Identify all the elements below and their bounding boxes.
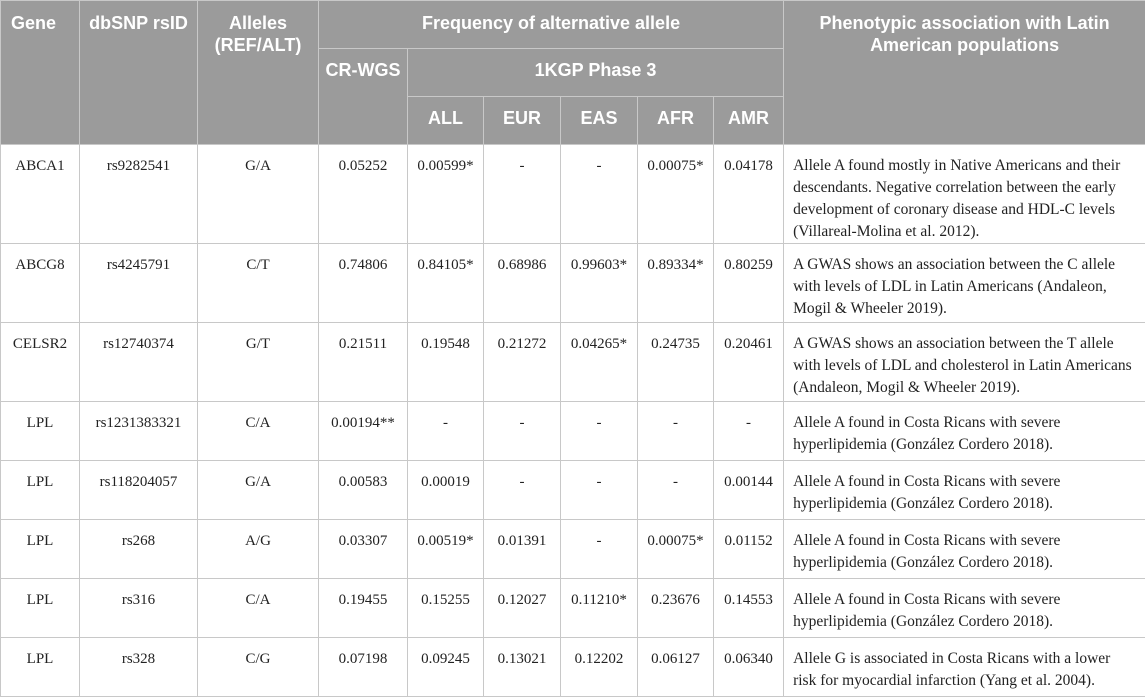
cell-rsid: rs1231383321 bbox=[80, 402, 198, 461]
cell-alleles: C/A bbox=[198, 402, 319, 461]
cell-rsid: rs268 bbox=[80, 520, 198, 579]
cell-all: 0.00519* bbox=[408, 520, 484, 579]
cell-alleles: G/A bbox=[198, 145, 319, 244]
cell-crwgs: 0.19455 bbox=[319, 579, 408, 638]
cell-phenotype: Allele A found mostly in Native Americans and their descendants. Negative correlation between the early development of coronary disease and HDL-C levels (Villareal-Molina et al. 2012). bbox=[784, 145, 1145, 244]
cell-phenotype: A GWAS shows an association between the C allele with levels of LDL in Latin Americans (Andaleon, Mogil & Wheeler 2019). bbox=[784, 244, 1145, 323]
cell-eas: - bbox=[561, 461, 638, 520]
cell-eas: 0.99603* bbox=[561, 244, 638, 323]
cell-crwgs: 0.07198 bbox=[319, 638, 408, 697]
cell-afr: - bbox=[638, 461, 714, 520]
cell-gene: ABCG8 bbox=[1, 244, 80, 323]
header-crwgs: CR-WGS bbox=[319, 49, 408, 145]
cell-eas: 0.12202 bbox=[561, 638, 638, 697]
table-row bbox=[1, 638, 1145, 697]
cell-alleles: C/T bbox=[198, 244, 319, 323]
cell-alleles: G/A bbox=[198, 461, 319, 520]
cell-all: 0.00019 bbox=[408, 461, 484, 520]
cell-phenotype: Allele A found in Costa Ricans with severe hyperlipidemia (González Cordero 2018). bbox=[784, 520, 1145, 579]
cell-eur: 0.13021 bbox=[484, 638, 561, 697]
cell-phenotype: Allele G is associated in Costa Ricans with a lower risk for myocardial infarction (Yang et al. 2004). bbox=[784, 638, 1145, 697]
cell-crwgs: 0.05252 bbox=[319, 145, 408, 244]
table-row bbox=[1, 145, 1145, 244]
cell-eur: - bbox=[484, 402, 561, 461]
cell-phenotype: A GWAS shows an association between the T allele with levels of LDL and cholesterol in Latin Americans (Andaleon, Mogil & Wheeler 2019). bbox=[784, 323, 1145, 402]
cell-gene: LPL bbox=[1, 520, 80, 579]
cell-eas: - bbox=[561, 145, 638, 244]
cell-crwgs: 0.00583 bbox=[319, 461, 408, 520]
cell-alleles: C/A bbox=[198, 579, 319, 638]
table-row bbox=[1, 461, 1145, 520]
cell-eas: - bbox=[561, 402, 638, 461]
cell-eur: 0.01391 bbox=[484, 520, 561, 579]
cell-eas: 0.04265* bbox=[561, 323, 638, 402]
cell-gene: LPL bbox=[1, 402, 80, 461]
cell-gene: LPL bbox=[1, 461, 80, 520]
cell-alleles: A/G bbox=[198, 520, 319, 579]
header-all: ALL bbox=[408, 97, 484, 145]
cell-all: 0.00599* bbox=[408, 145, 484, 244]
cell-rsid: rs316 bbox=[80, 579, 198, 638]
table-row bbox=[1, 520, 1145, 579]
cell-eas: - bbox=[561, 520, 638, 579]
cell-alleles: C/G bbox=[198, 638, 319, 697]
cell-crwgs: 0.00194** bbox=[319, 402, 408, 461]
header-amr: AMR bbox=[714, 97, 784, 145]
header-gene: Gene bbox=[1, 1, 80, 145]
cell-afr: 0.24735 bbox=[638, 323, 714, 402]
cell-rsid: rs12740374 bbox=[80, 323, 198, 402]
header-eur: EUR bbox=[484, 97, 561, 145]
header-frequency: Frequency of alternative allele bbox=[319, 1, 784, 49]
header-eas: EAS bbox=[561, 97, 638, 145]
cell-afr: 0.00075* bbox=[638, 520, 714, 579]
cell-all: - bbox=[408, 402, 484, 461]
cell-all: 0.15255 bbox=[408, 579, 484, 638]
table-row bbox=[1, 579, 1145, 638]
cell-crwgs: 0.21511 bbox=[319, 323, 408, 402]
cell-afr: 0.89334* bbox=[638, 244, 714, 323]
header-phenotype: Phenotypic association with Latin American populations bbox=[784, 1, 1145, 145]
cell-gene: LPL bbox=[1, 579, 80, 638]
cell-all: 0.09245 bbox=[408, 638, 484, 697]
table-row bbox=[1, 323, 1145, 402]
header-rsid: dbSNP rsID bbox=[80, 1, 198, 145]
header-alleles: Alleles (REF/ALT) bbox=[198, 1, 319, 145]
cell-crwgs: 0.74806 bbox=[319, 244, 408, 323]
cell-afr: 0.06127 bbox=[638, 638, 714, 697]
header-afr: AFR bbox=[638, 97, 714, 145]
cell-gene: ABCA1 bbox=[1, 145, 80, 244]
table-row bbox=[1, 402, 1145, 461]
cell-eur: 0.12027 bbox=[484, 579, 561, 638]
cell-amr: 0.80259 bbox=[714, 244, 784, 323]
cell-amr: 0.01152 bbox=[714, 520, 784, 579]
cell-all: 0.19548 bbox=[408, 323, 484, 402]
cell-eur: - bbox=[484, 145, 561, 244]
cell-afr: 0.00075* bbox=[638, 145, 714, 244]
cell-rsid: rs9282541 bbox=[80, 145, 198, 244]
cell-afr: 0.23676 bbox=[638, 579, 714, 638]
cell-eas: 0.11210* bbox=[561, 579, 638, 638]
cell-afr: - bbox=[638, 402, 714, 461]
cell-amr: 0.04178 bbox=[714, 145, 784, 244]
cell-gene: CELSR2 bbox=[1, 323, 80, 402]
cell-phenotype: Allele A found in Costa Ricans with severe hyperlipidemia (González Cordero 2018). bbox=[784, 402, 1145, 461]
table-body bbox=[1, 145, 1145, 697]
cell-phenotype: Allele A found in Costa Ricans with severe hyperlipidemia (González Cordero 2018). bbox=[784, 461, 1145, 520]
cell-amr: 0.20461 bbox=[714, 323, 784, 402]
cell-gene: LPL bbox=[1, 638, 80, 697]
cell-amr: 0.14553 bbox=[714, 579, 784, 638]
cell-alleles: G/T bbox=[198, 323, 319, 402]
cell-crwgs: 0.03307 bbox=[319, 520, 408, 579]
cell-amr: - bbox=[714, 402, 784, 461]
cell-amr: 0.06340 bbox=[714, 638, 784, 697]
cell-rsid: rs328 bbox=[80, 638, 198, 697]
cell-rsid: rs4245791 bbox=[80, 244, 198, 323]
cell-eur: 0.21272 bbox=[484, 323, 561, 402]
cell-eur: 0.68986 bbox=[484, 244, 561, 323]
cell-amr: 0.00144 bbox=[714, 461, 784, 520]
table-header bbox=[1, 1, 1145, 145]
table-row bbox=[1, 244, 1145, 323]
cell-all: 0.84105* bbox=[408, 244, 484, 323]
header-1kgp: 1KGP Phase 3 bbox=[408, 49, 784, 97]
cell-rsid: rs118204057 bbox=[80, 461, 198, 520]
cell-phenotype: Allele A found in Costa Ricans with severe hyperlipidemia (González Cordero 2018). bbox=[784, 579, 1145, 638]
cell-eur: - bbox=[484, 461, 561, 520]
